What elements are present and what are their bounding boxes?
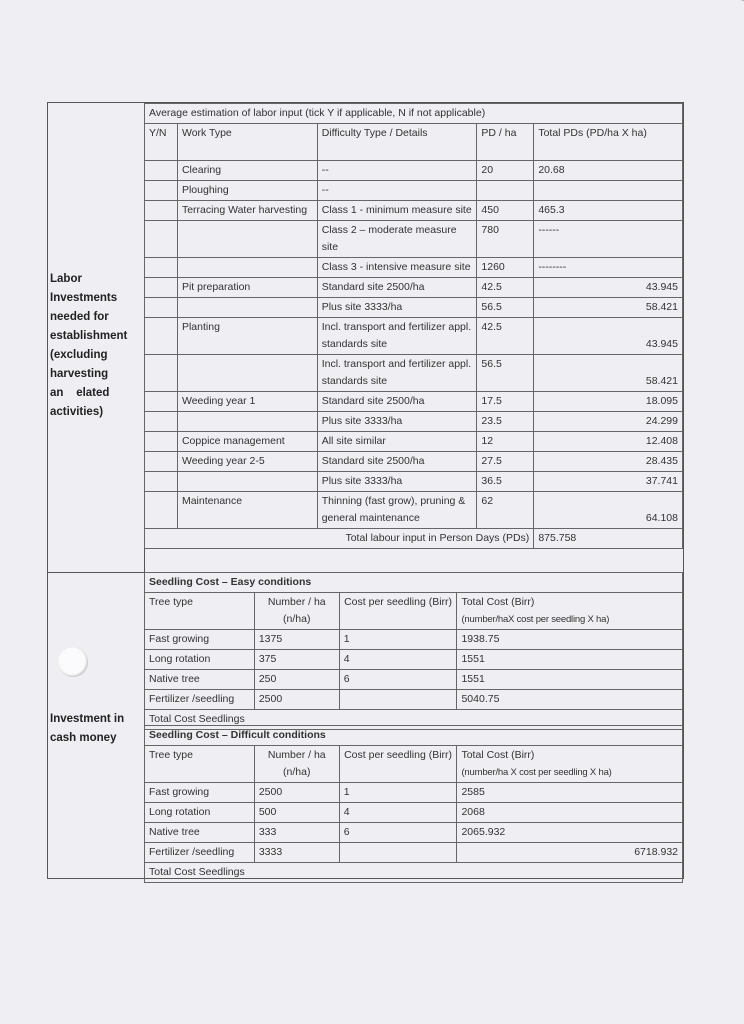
cell-tree-type: Long rotation (145, 650, 255, 670)
total-cost-note: (number/ha X cost per seedling X ha) (461, 767, 612, 778)
cell-pd-ha: 56.5 (477, 298, 534, 318)
cash-category-label (50, 710, 124, 748)
cell-pd-ha: 27.5 (477, 452, 534, 472)
cell-number: 1375 (254, 630, 339, 650)
table-row (145, 161, 683, 181)
cell-cost: 6 (339, 670, 457, 690)
labor-total-value: 875.758 (534, 529, 683, 549)
table-row (145, 221, 683, 258)
cell-yn (145, 298, 178, 318)
cell-pd-ha (477, 181, 534, 201)
cell-pd-ha: 62 (477, 492, 534, 529)
cell-work-type: Clearing (177, 161, 317, 181)
table-row (145, 843, 683, 863)
cell-work-type (177, 298, 317, 318)
difficult-title: Seedling Cost – Difficult conditions (145, 726, 683, 746)
cell-yn (145, 258, 178, 278)
table-column-headers (145, 124, 683, 161)
cell-number: 3333 (254, 843, 339, 863)
table-row (145, 492, 683, 529)
cell-work-type (177, 355, 317, 392)
table-row (145, 670, 683, 690)
cell-number: 250 (254, 670, 339, 690)
cell-work-type: Ploughing (177, 181, 317, 201)
table-row (145, 432, 683, 452)
cell-total-cost: 2065.932 (457, 823, 683, 843)
col-total-cost (457, 746, 683, 783)
cell-yn (145, 452, 178, 472)
cell-total-cost: 6718.932 (457, 843, 683, 863)
cell-cost: 4 (339, 650, 457, 670)
cell-yn (145, 201, 178, 221)
cell-difficulty: Standard site 2500/ha (317, 392, 477, 412)
cell-pd-ha: 780 (477, 221, 534, 258)
cell-difficulty: Incl. transport and fertilizer appl. standards site (317, 355, 477, 392)
col-total-pds: Total PDs (PD/ha X ha) (534, 124, 683, 161)
labor-table (144, 103, 683, 549)
cell-cost: 6 (339, 823, 457, 843)
cell-yn (145, 432, 178, 452)
cell-total-cost: 1551 (457, 670, 683, 690)
cell-difficulty: -- (317, 161, 477, 181)
cell-difficulty: Thinning (fast grow), pruning & general maintenance (317, 492, 477, 529)
cell-yn (145, 221, 178, 258)
cell-pd-ha: 20 (477, 161, 534, 181)
cell-work-type: Terracing Water harvesting (177, 201, 317, 221)
cell-total-pds: 28.435 (534, 452, 683, 472)
cell-total-cost: 2068 (457, 803, 683, 823)
cell-cost (339, 843, 457, 863)
cell-total-pds: 64.108 (534, 492, 683, 529)
cell-yn (145, 392, 178, 412)
cell-total-pds (534, 181, 683, 201)
cell-total-pds: ------ (534, 221, 683, 258)
cell-pd-ha: 56.5 (477, 355, 534, 392)
cell-work-type (177, 258, 317, 278)
cell-number: 375 (254, 650, 339, 670)
easy-title: Seedling Cost – Easy conditions (145, 573, 683, 593)
cell-pd-ha: 36.5 (477, 472, 534, 492)
page-curl-edge (686, 0, 744, 3)
col-number: Number / ha (n/ha) (254, 746, 339, 783)
cell-total-pds: 24.299 (534, 412, 683, 432)
category-column (48, 103, 145, 878)
cell-difficulty: All site similar (317, 432, 477, 452)
cell-total-pds: 12.408 (534, 432, 683, 452)
cell-cost (339, 690, 457, 710)
cell-work-type: Weeding year 1 (177, 392, 317, 412)
cell-difficulty: -- (317, 181, 477, 201)
cell-work-type (177, 221, 317, 258)
cell-number: 333 (254, 823, 339, 843)
table-row (145, 803, 683, 823)
category-line: an elated (50, 387, 110, 399)
cell-total-pds: 43.945 (534, 318, 683, 355)
cell-tree-type: Native tree (145, 823, 255, 843)
total-cost-heading: Total Cost (Birr) (461, 596, 535, 608)
cell-total-pds: 58.421 (534, 355, 683, 392)
category-line: (excluding (50, 349, 108, 361)
table-row (145, 278, 683, 298)
col-cost: Cost per seedling (Birr) (339, 593, 457, 630)
cell-difficulty: Incl. transport and fertilizer appl. standards site (317, 318, 477, 355)
col-cost: Cost per seedling (Birr) (339, 746, 457, 783)
category-line: Labor (50, 273, 82, 285)
cell-cost: 4 (339, 803, 457, 823)
cell-difficulty: Class 3 - intensive measure site (317, 258, 477, 278)
difficult-footer: Total Cost Seedlings (145, 863, 683, 883)
table-row (145, 355, 683, 392)
cell-pd-ha: 23.5 (477, 412, 534, 432)
cell-yn (145, 472, 178, 492)
cell-pd-ha: 17.5 (477, 392, 534, 412)
category-line: Investments (50, 292, 118, 304)
cell-work-type: Pit preparation (177, 278, 317, 298)
cell-number: 2500 (254, 690, 339, 710)
cell-pd-ha: 42.5 (477, 318, 534, 355)
cell-yn (145, 161, 178, 181)
cell-work-type: Maintenance (177, 492, 317, 529)
cell-total-cost: 5040.75 (457, 690, 683, 710)
cell-tree-type: Fertilizer /seedling (145, 843, 255, 863)
cell-total-pds: 43.945 (534, 278, 683, 298)
cell-pd-ha: 42.5 (477, 278, 534, 298)
cell-tree-type: Fast growing (145, 783, 255, 803)
cell-total-cost: 1551 (457, 650, 683, 670)
table-row (145, 690, 683, 710)
cell-difficulty: Standard site 2500/ha (317, 452, 477, 472)
cell-total-pds: -------- (534, 258, 683, 278)
cell-total-cost: 2585 (457, 783, 683, 803)
cell-difficulty: Standard site 2500/ha (317, 278, 477, 298)
cell-pd-ha: 1260 (477, 258, 534, 278)
table-row (145, 201, 683, 221)
col-number: Number / ha (n/ha) (254, 593, 339, 630)
total-cost-note: (number/haX cost per seedling X ha) (461, 614, 610, 625)
cell-tree-type: Long rotation (145, 803, 255, 823)
col-work-type: Work Type (177, 124, 317, 161)
table-row (145, 452, 683, 472)
cell-total-pds: 37.741 (534, 472, 683, 492)
cell-yn (145, 278, 178, 298)
cell-work-type (177, 472, 317, 492)
total-cost-heading: Total Cost (Birr) (461, 749, 535, 761)
cell-tree-type: Native tree (145, 670, 255, 690)
labor-category-label (50, 270, 127, 422)
table-row (145, 181, 683, 201)
cell-number: 2500 (254, 783, 339, 803)
easy-column-headers (145, 593, 683, 630)
cell-difficulty: Plus site 3333/ha (317, 472, 477, 492)
table-row (145, 392, 683, 412)
cell-yn (145, 181, 178, 201)
category-line: needed for (50, 311, 109, 323)
category-line: activities) (50, 406, 104, 418)
cell-tree-type: Fast growing (145, 630, 255, 650)
cell-pd-ha: 450 (477, 201, 534, 221)
cell-yn (145, 412, 178, 432)
cell-total-pds: 20.68 (534, 161, 683, 181)
labor-total-row (145, 529, 683, 549)
cell-total-pds: 465.3 (534, 201, 683, 221)
cell-total-pds: 58.421 (534, 298, 683, 318)
difficult-column-headers (145, 746, 683, 783)
cell-work-type: Coppice management (177, 432, 317, 452)
cell-yn (145, 318, 178, 355)
table-header-row (145, 104, 683, 124)
cell-pd-ha: 12 (477, 432, 534, 452)
table-row (145, 823, 683, 843)
table-row (145, 298, 683, 318)
table-row (145, 318, 683, 355)
col-tree-type: Tree type (145, 746, 255, 783)
table-row (145, 783, 683, 803)
cell-yn (145, 492, 178, 529)
cell-difficulty: Plus site 3333/ha (317, 412, 477, 432)
col-yn: Y/N (145, 124, 178, 161)
col-difficulty: Difficulty Type / Details (317, 124, 477, 161)
cell-cost: 1 (339, 630, 457, 650)
col-pd-ha: PD / ha (477, 124, 534, 161)
easy-footer: Total Cost Seedlings (145, 710, 683, 730)
cell-total-cost: 1938.75 (457, 630, 683, 650)
category-divider (48, 572, 144, 573)
table-row (145, 258, 683, 278)
labor-header-title: Average estimation of labor input (tick Y if applicable, N if not applicable) (145, 104, 683, 124)
cell-number: 500 (254, 803, 339, 823)
cell-difficulty: Class 1 - minimum measure site (317, 201, 477, 221)
category-line: harvesting (50, 368, 109, 380)
cell-work-type: Weeding year 2-5 (177, 452, 317, 472)
table-row (145, 650, 683, 670)
cell-work-type: Planting (177, 318, 317, 355)
category-line: establishment (50, 330, 128, 342)
table-row (145, 472, 683, 492)
category-line: cash money (50, 732, 117, 744)
cell-work-type (177, 412, 317, 432)
seedling-difficult-table (144, 725, 683, 883)
document-table (47, 102, 684, 879)
cell-yn (145, 355, 178, 392)
col-tree-type: Tree type (145, 593, 255, 630)
cell-cost: 1 (339, 783, 457, 803)
cell-difficulty: Class 2 – moderate measure site (317, 221, 477, 258)
cell-difficulty: Plus site 3333/ha (317, 298, 477, 318)
cell-tree-type: Fertilizer /seedling (145, 690, 255, 710)
seedling-easy-table (144, 572, 683, 730)
table-row (145, 412, 683, 432)
category-line: Investment in (50, 713, 125, 725)
col-total-cost (457, 593, 683, 630)
cell-total-pds: 18.095 (534, 392, 683, 412)
labor-total-label: Total labour input in Person Days (PDs) (145, 529, 534, 549)
table-row (145, 630, 683, 650)
